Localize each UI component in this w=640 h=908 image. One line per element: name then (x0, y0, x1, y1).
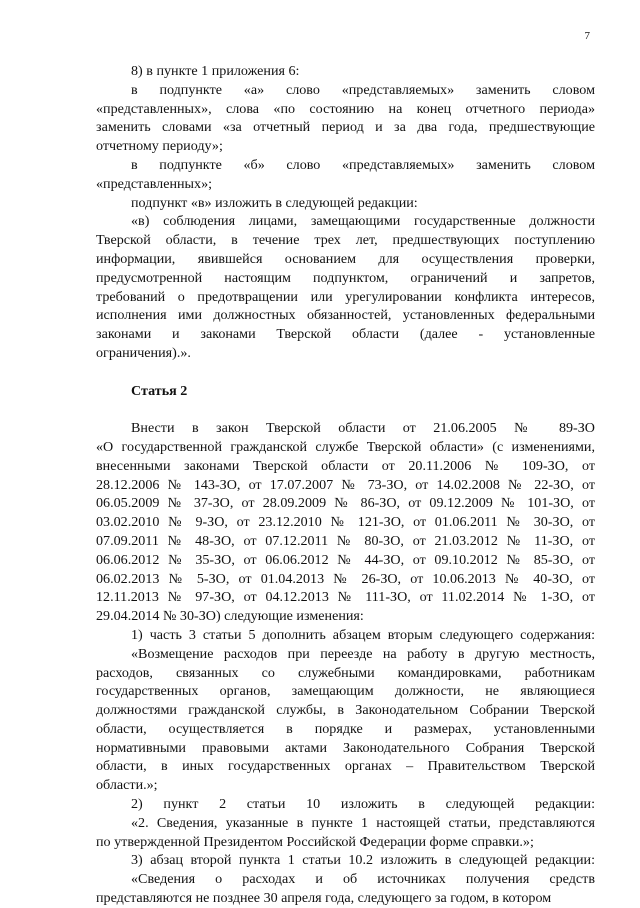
article2-item-2-quote (96, 814, 595, 852)
paragraph-item-8: 8) в пункте 1 приложения 6: (131, 63, 300, 79)
document-body (96, 62, 595, 908)
text-line: исполнения ими должностных обязанностей, установленных федеральными (96, 307, 595, 324)
text-line: в подпункте «а» слово «представляемых» заменить словом (131, 81, 595, 98)
article2-item-1: 1) часть 3 статьи 5 дополнить абзацем вторым следующего содержания: (131, 626, 595, 643)
text-line: Внести в закон Тверской области от 21.06.2005 № 89-ЗО (131, 420, 595, 437)
text-line: 12.11.2013 № 97-ЗО, от 04.12.2013 № 111-ЗО, от 11.02.2014 № 1-ЗО, от (96, 589, 595, 606)
text-line: области, в иных государственных органах – Правительством Тверской (96, 758, 595, 775)
text-line: 06.05.2009 № 37-ЗО, от 28.09.2009 № 86-ЗО, от 09.12.2009 № 101-ЗО, от (96, 495, 595, 512)
text-line: предусмотренной настоящим подпунктом, ограничений и запретов, (96, 269, 595, 286)
paragraph-subitem-v-quote (96, 212, 595, 362)
text-line: в подпункте «б» слово «представляемых» заменить словом (131, 156, 595, 173)
text-line: государственных органов, замещающим должности, не являющиеся (96, 683, 595, 700)
text-line: 07.09.2011 № 48-ЗО, от 07.12.2011 № 80-ЗО, от 21.03.2012 № 11-ЗО, от (96, 532, 595, 549)
text-line: «в) соблюдения лицами, замещающими государственные должности (131, 213, 595, 230)
text-line: «О государственной гражданской службе Тверской области» (с изменениями, (96, 438, 595, 455)
text-line: представляются не позднее 30 апреля года, следующего за годом, в котором (96, 890, 552, 907)
text-line: внесенными законами Тверской области от 20.11.2006 № 109-ЗО, от (96, 457, 595, 474)
text-line: «Сведения о расходах и об источниках получения средств (131, 871, 595, 888)
article2-item-1-quote (96, 645, 595, 795)
article2-intro (96, 419, 595, 626)
text-line: области, осуществляется в порядке и размерах, установленными (96, 720, 595, 737)
text-line: «2. Сведения, указанные в пункте 1 настоящей статьи, представляются (131, 814, 595, 831)
text-line: ограничения).». (96, 344, 191, 361)
text-line: 06.06.2012 № 35-ЗО, от 06.06.2012 № 44-ЗО, от 09.10.2012 № 85-ЗО, от (96, 551, 595, 568)
text-line: нормативными правовыми актами Законодательного Собрания Тверской (96, 739, 595, 756)
text-line: «Возмещение расходов при переезде на работу в другую местность, (131, 645, 595, 662)
text-line: области.»; (96, 777, 158, 794)
text-line: требований о предотвращении или урегулировании конфликта интересов, (96, 288, 595, 305)
article2-item-2: 2) пункт 2 статьи 10 изложить в следующей редакции: (131, 796, 595, 813)
text-line: законами и законами Тверской области (далее - установленные (96, 326, 595, 343)
article2-item-3-quote (96, 870, 595, 908)
paragraph-subitem-v-intro: подпункт «в» изложить в следующей редакции: (131, 194, 418, 211)
text-line: 03.02.2010 № 9-ЗО, от 23.12.2010 № 121-ЗО, от 01.06.2011 № 30-ЗО, от (96, 514, 595, 531)
text-line: информации, явившейся основанием для осуществления проверки, (96, 250, 595, 267)
text-line: «представленных»; (96, 175, 213, 192)
text-line: 28.12.2006 № 143-ЗО, от 17.07.2007 № 73-ЗО, от 14.02.2008 № 22-ЗО, от (96, 476, 595, 493)
text-line: 29.04.2014 № 30-ЗО) следующие изменения: (96, 608, 364, 625)
text-line: заменить словами «за отчетный период и за два года, предшествующие (96, 119, 595, 136)
page-number: 7 (584, 30, 590, 42)
text-line: расходов, связанных со служебными командировками, работникам (96, 664, 595, 681)
text-line: «представленных», слова «по состоянию на конец отчетного периода» (96, 100, 595, 117)
article2-item-3: 3) абзац второй пункта 1 статьи 10.2 изложить в следующей редакции: (131, 852, 595, 869)
article-heading: Статья 2 (131, 382, 188, 399)
text-line: 06.02.2013 № 5-ЗО, от 01.04.2013 № 26-ЗО, от 10.06.2013 № 40-ЗО, от (96, 570, 595, 587)
text-line: по утвержденной Президентом Российской Федерации форме справки.»; (96, 833, 534, 850)
text-line: отчетному периоду»; (96, 138, 223, 155)
paragraph-subitem-b (96, 156, 595, 194)
text-line: Тверской области, в течение трех лет, предшествующих поступлению (96, 232, 595, 249)
text-line: должностями гражданской службы, в Законодательном Собрании Тверской (96, 702, 595, 719)
paragraph-subitem-a (96, 81, 595, 156)
